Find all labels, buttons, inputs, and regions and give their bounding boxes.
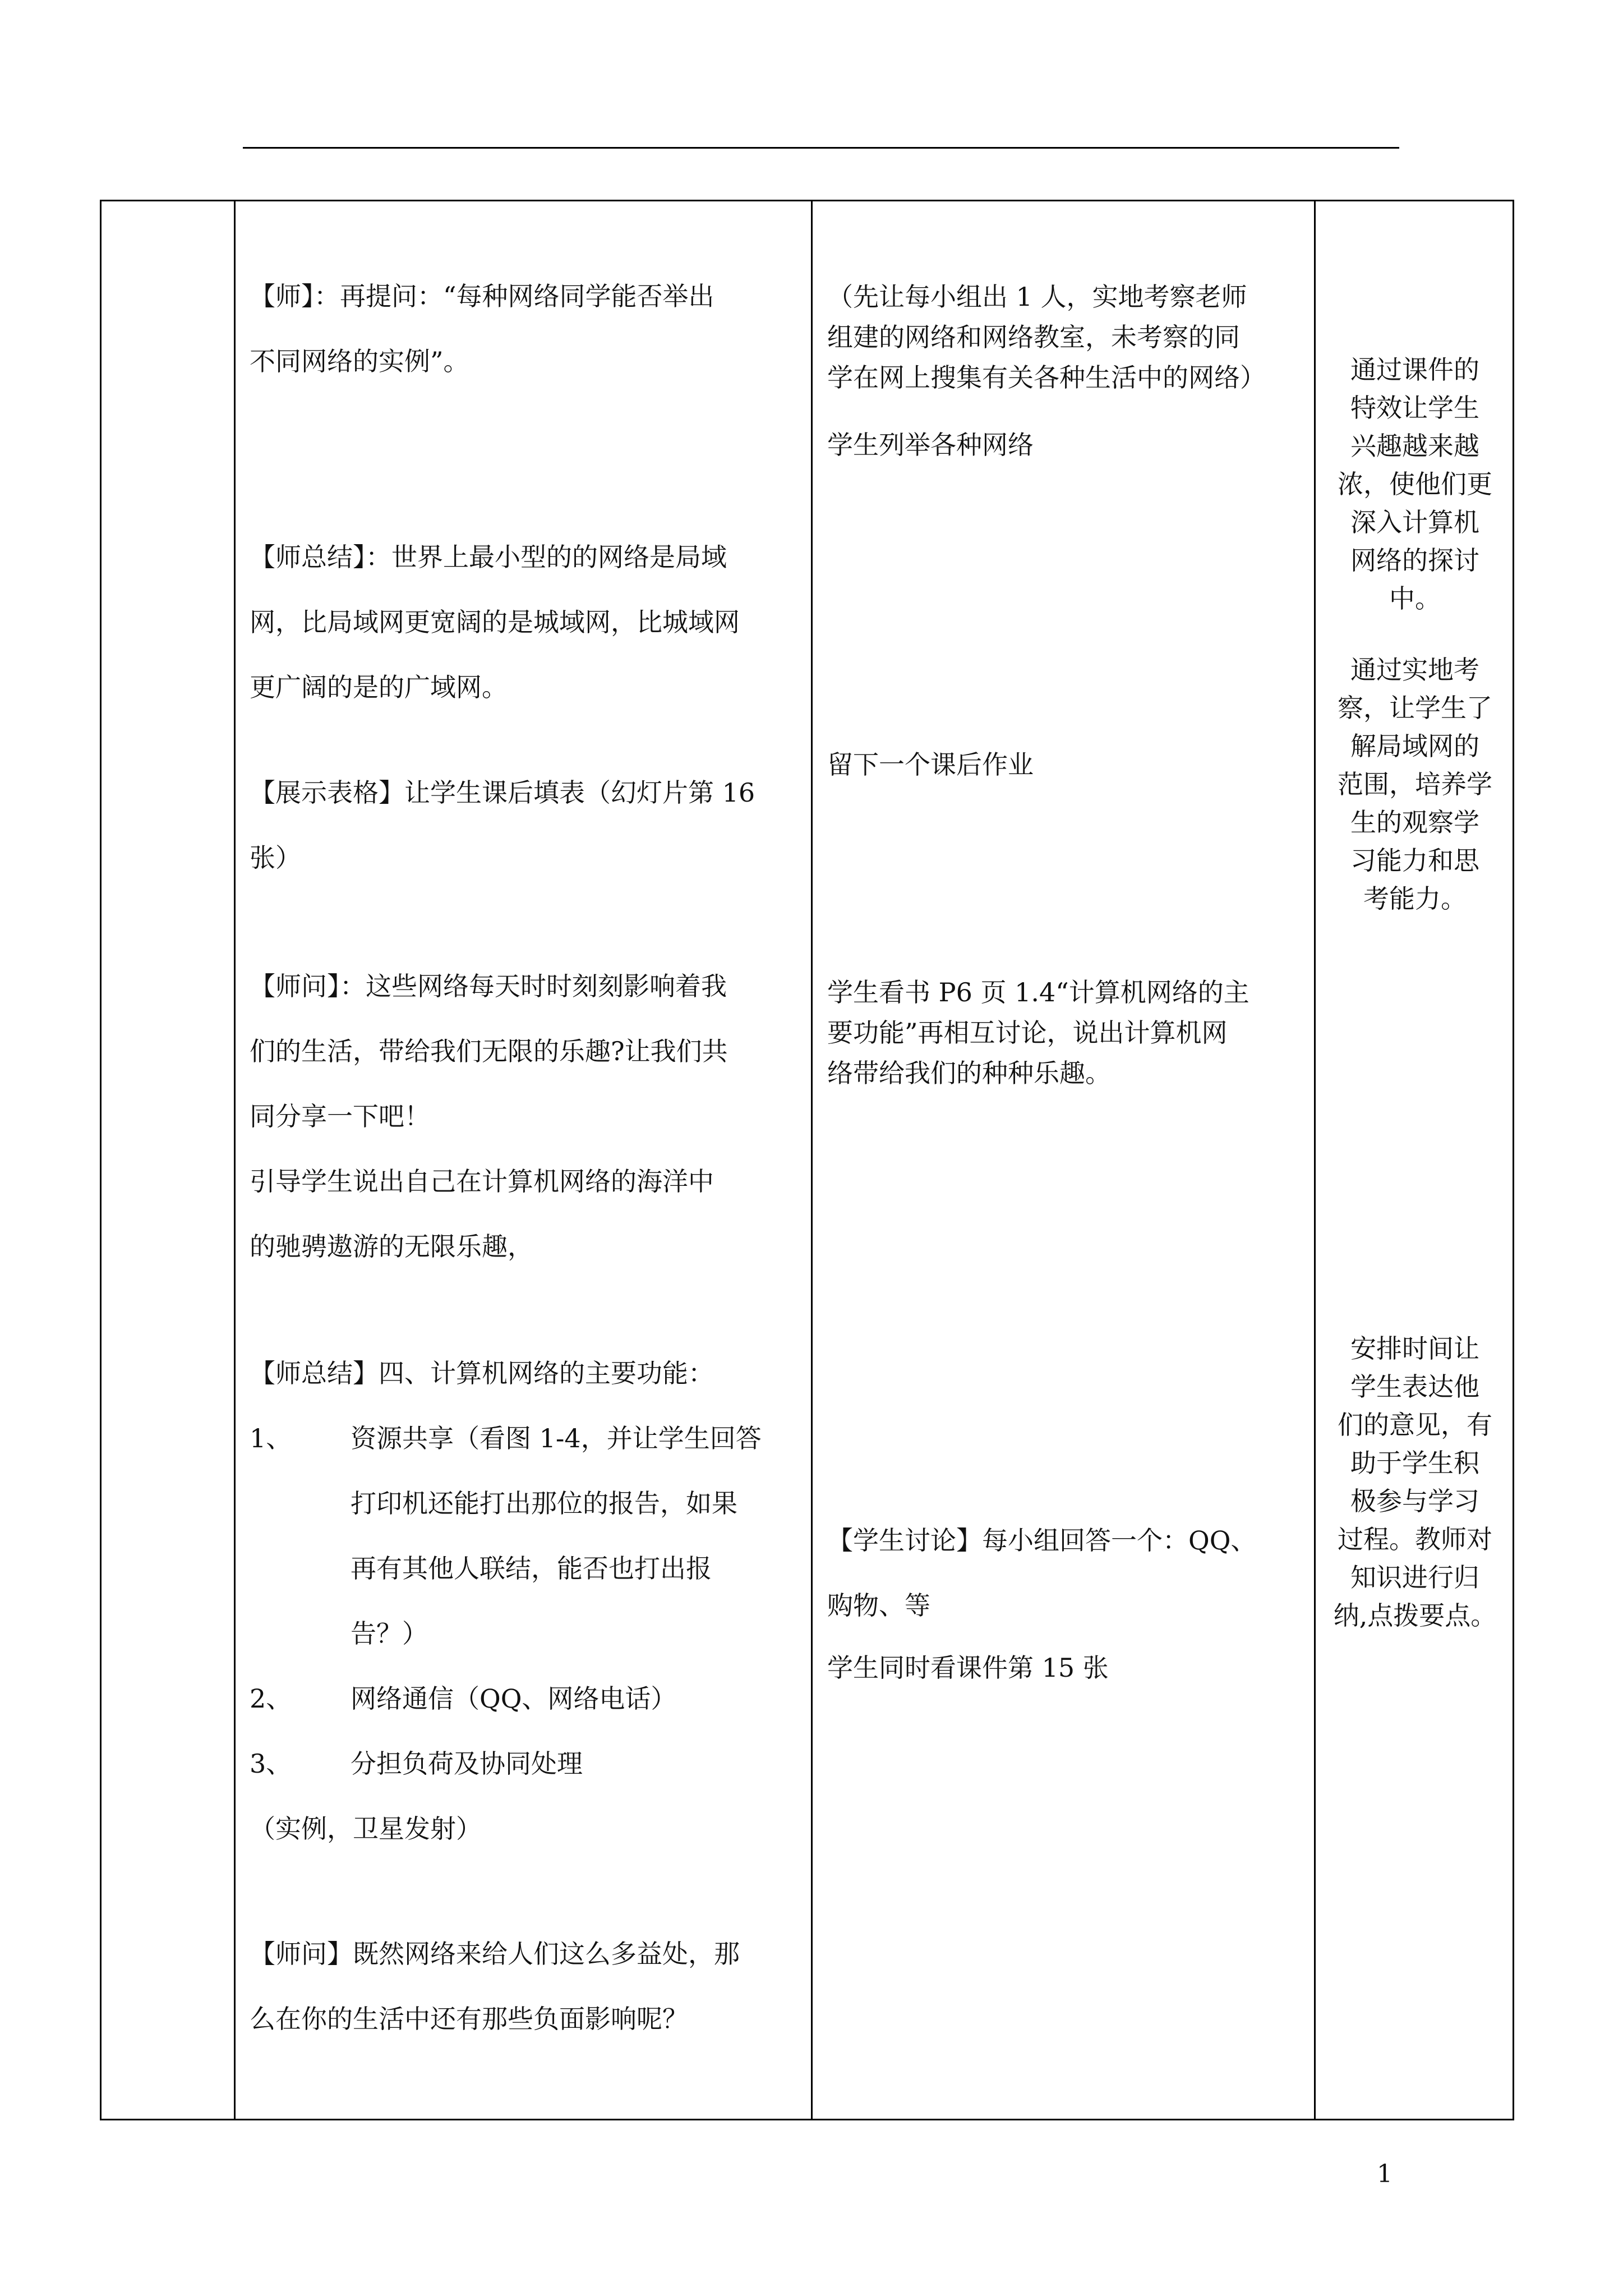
design-intent-3: 安排时间让 学生表达他 们的意见，有 助于学生积 极参与学习 过程。教师对 知识进行归 纳,点拨要点。: [1333, 1333, 1497, 1631]
student-activity-2: 学生列举各种网络: [827, 430, 1034, 460]
teacher-summary-title: 【师总结】四、计算机网络的主要功能：: [250, 1358, 714, 1388]
student-activity-3: 留下一个课后作业: [827, 749, 1034, 780]
teacher-paragraph-4: 【师问】：这些网络每天时时刻刻影响着我 们的生活，带给我们无限的乐趣?让我们共 同分享一下吧！ 引导学生说出自己在计算机网络的海洋中 的驰骋遨游的无限乐趣，: [250, 971, 728, 1262]
student-activity-1: （先让每小组出 1 人，实地考察老师 组建的网络和网络教室，未考察的同 学在网上搜集有关各种生活中的网络）: [827, 282, 1266, 393]
teacher-paragraph-6: 【师问】既然网络来给人们这么多益处，那 么在你的生活中还有那些负面影响呢？: [250, 1939, 740, 2034]
student-activity-6: 学生同时看课件第 15 张: [827, 1653, 1109, 1683]
teacher-paragraph-3: 【展示表格】让学生课后填表（幻灯片第 16 张）: [250, 777, 755, 873]
design-intent-2: 通过实地考 察，让学生了 解局域网的 范围，培养学 生的观察学 习能力和思 考能力。: [1338, 655, 1492, 914]
design-intent-1: 通过课件的 特效让学生 兴趣越来越 浓，使他们更 深入计算机 网络的探讨 中。: [1338, 355, 1492, 614]
teacher-example-note: （实例，卫星发射）: [250, 1814, 482, 1844]
function-item-2-number: 2、: [250, 1683, 292, 1714]
page-number: 1: [1377, 2160, 1393, 2188]
function-item-1-text: 资源共享（看图 1-4，并让学生回答 打印机还能打出那位的报告，如果 再有其他人联结，能否也打出报 告？）: [351, 1423, 762, 1649]
column-divider-1: [234, 200, 236, 2120]
function-item-3-number: 3、: [250, 1749, 292, 1779]
student-activity-5: 【学生讨论】每小组回答一个：QQ、 购物、等: [827, 1525, 1257, 1621]
function-item-1-number: 1、: [250, 1423, 292, 1453]
student-activity-4: 学生看书 P6 页 1.4“计算机网络的主 要功能”再相互讨论，说出计算机网 络带给我们的种种乐趣。: [827, 977, 1249, 1088]
teacher-paragraph-1: 【师】：再提问：“每种网络同学能否举出 不同网络的实例”。: [250, 281, 714, 376]
header-rule: [243, 147, 1399, 149]
column-divider-2: [811, 200, 813, 2120]
function-item-3-text: 分担负荷及协同处理: [351, 1749, 583, 1779]
function-item-2-text: 网络通信（QQ、网络电话）: [351, 1683, 677, 1714]
teacher-paragraph-2: 【师总结】：世界上最小型的的网络是局域 网，比局域网更宽阔的是城域网，比城域网 更广阔的是的广域网。: [250, 542, 740, 702]
